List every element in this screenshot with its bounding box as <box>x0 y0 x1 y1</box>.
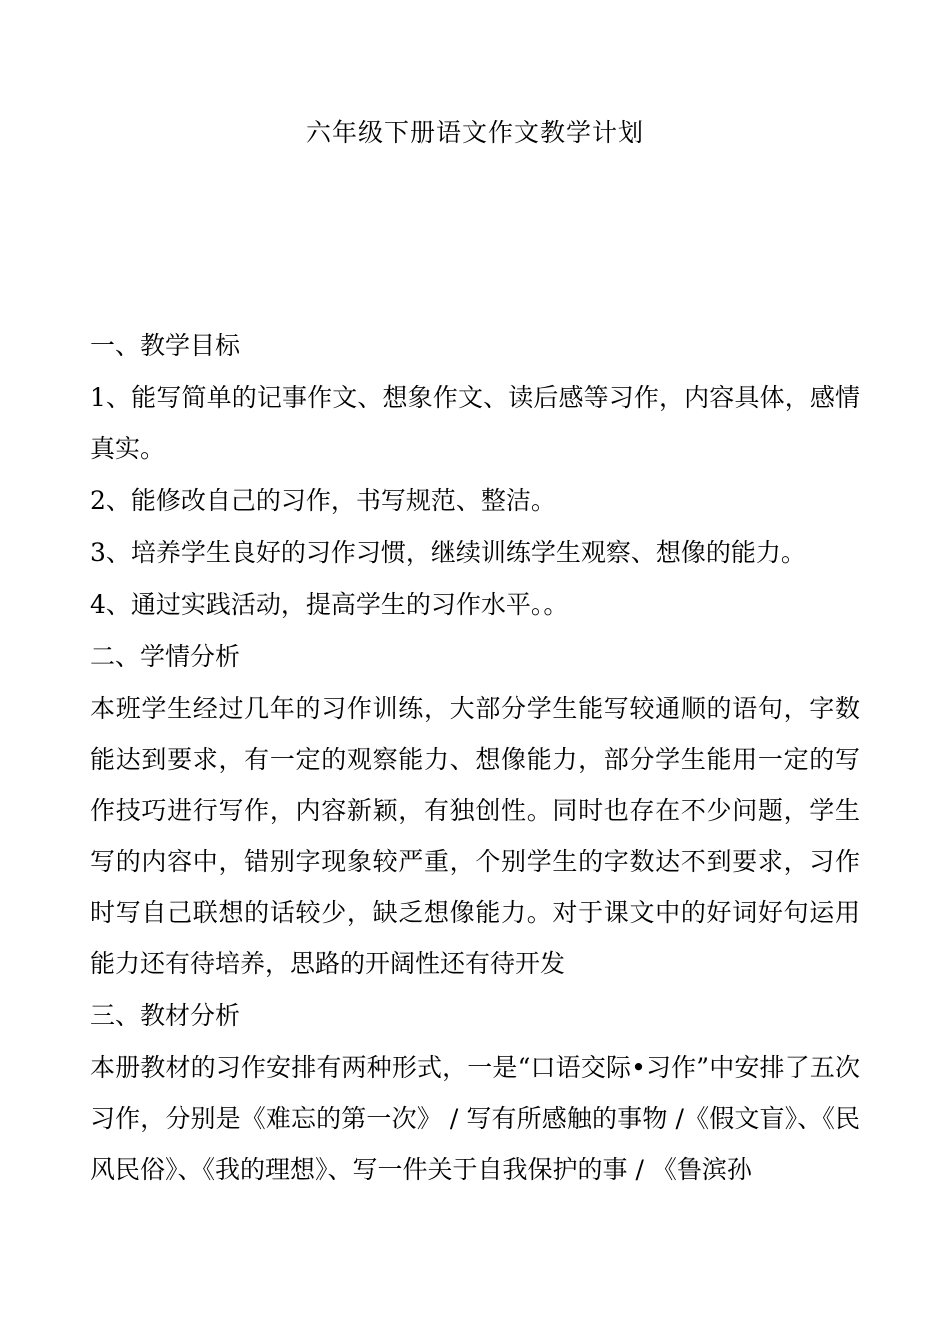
goal-item-2: 2、能修改自己的习作，书写规范、整洁。 <box>90 486 556 515</box>
student-analysis-paragraph: 本班学生经过几年的习作训练，大部分学生能写较通顺的语句，字数能达到要求，有一定的观察能力、想像能力，部分学生能用一定的写作技巧进行写作，内容新颖，有独创性。同时也存在不少问题，学生写的内容中，错别字现象较严重，个别学生的字数达不到要求，习作时写自己联想的话较少，缺乏想像能力。对于课文中的好词好句运用能力还有待培养，思路的开阔性还有待开发 <box>90 694 860 978</box>
textbook-analysis-paragraph: 本册教材的习作安排有两种形式，一是“口语交际•习作”中安排了五次习作，分别是《难忘的第一次》 / 写有所感触的事物 /《假文盲》、《民风民俗》、《我的理想》、写一件关于自我保护的事 / 《鲁滨孙 <box>90 1053 860 1184</box>
goal-item-4: 4、通过实践活动，提高学生的习作水平。。 <box>90 590 569 619</box>
section-heading-teaching-goals: 一、教学目标 <box>90 331 241 360</box>
goal-item-3: 3、培养学生良好的习作习惯，继续训练学生观察、想像的能力。 <box>90 538 806 567</box>
section-heading-student-analysis: 二、学情分析 <box>90 642 241 671</box>
document-body <box>90 320 860 1196</box>
goal-item-1: 1、能写简单的记事作文、想象作文、读后感等习作，内容具体，感情真实。 <box>90 383 860 463</box>
section-heading-textbook-analysis: 三、教材分析 <box>90 1001 241 1030</box>
document-title: 六年级下册语文作文教学计划 <box>305 118 644 147</box>
